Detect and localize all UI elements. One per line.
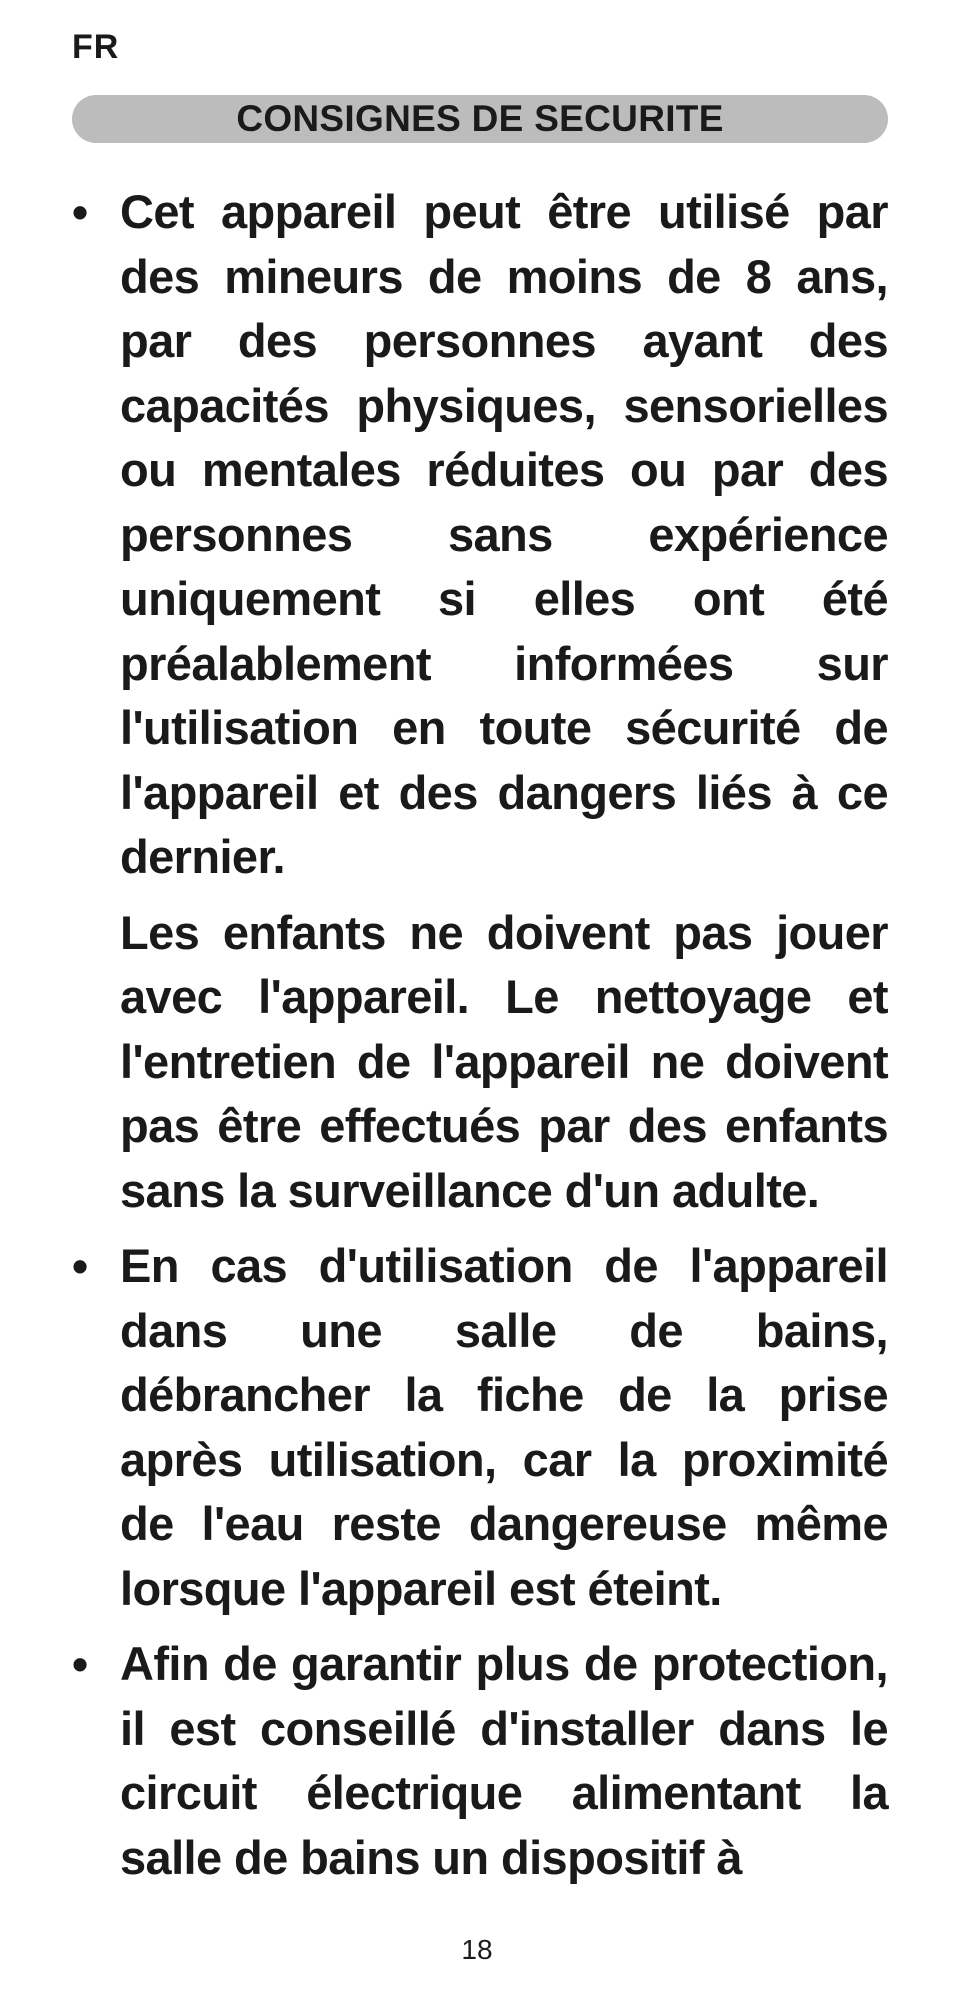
list-item bbox=[72, 180, 888, 1223]
page-number: 18 bbox=[461, 1934, 493, 1965]
section-header-bar bbox=[72, 95, 888, 143]
list-item bbox=[72, 1632, 888, 1890]
safety-instructions bbox=[72, 180, 888, 1890]
paragraph: Les enfants ne doivent pas jouer avec l'appareil. Le nettoyage et l'entretien de l'appareil ne doivent pas être effectués par des enfants sans la surveillance d'un adulte. bbox=[120, 905, 888, 1217]
paragraph: Afin de garantir plus de protection, il est conseillé d'installer dans le circuit électrique alimentant la salle de bains un dispositif à bbox=[120, 1637, 888, 1884]
bullet-icon: • bbox=[72, 1240, 89, 1292]
bullet-icon: • bbox=[72, 186, 89, 238]
bullet-icon: • bbox=[72, 1638, 89, 1690]
paragraph: En cas d'utilisation de l'appareil dans une salle de bains, débrancher la fiche de la prise après utilisation, car la proximité de l'eau reste dangereuse même lorsque l'appareil est éteint. bbox=[120, 1239, 888, 1615]
paragraph: Cet appareil peut être utilisé par des mineurs de moins de 8 ans, par des personnes ayant des capacités physiques, sensorielles ou mentales réduites ou par des personnes sans expérience uniquement si elles ont été préalablement informées sur l'utilisation en toute sécurité de l'appareil et des dangers liés à ce dernier. bbox=[120, 185, 888, 883]
section-title: CONSIGNES DE SECURITE bbox=[236, 98, 724, 139]
list-item bbox=[72, 1234, 888, 1621]
language-code: FR bbox=[72, 28, 120, 66]
